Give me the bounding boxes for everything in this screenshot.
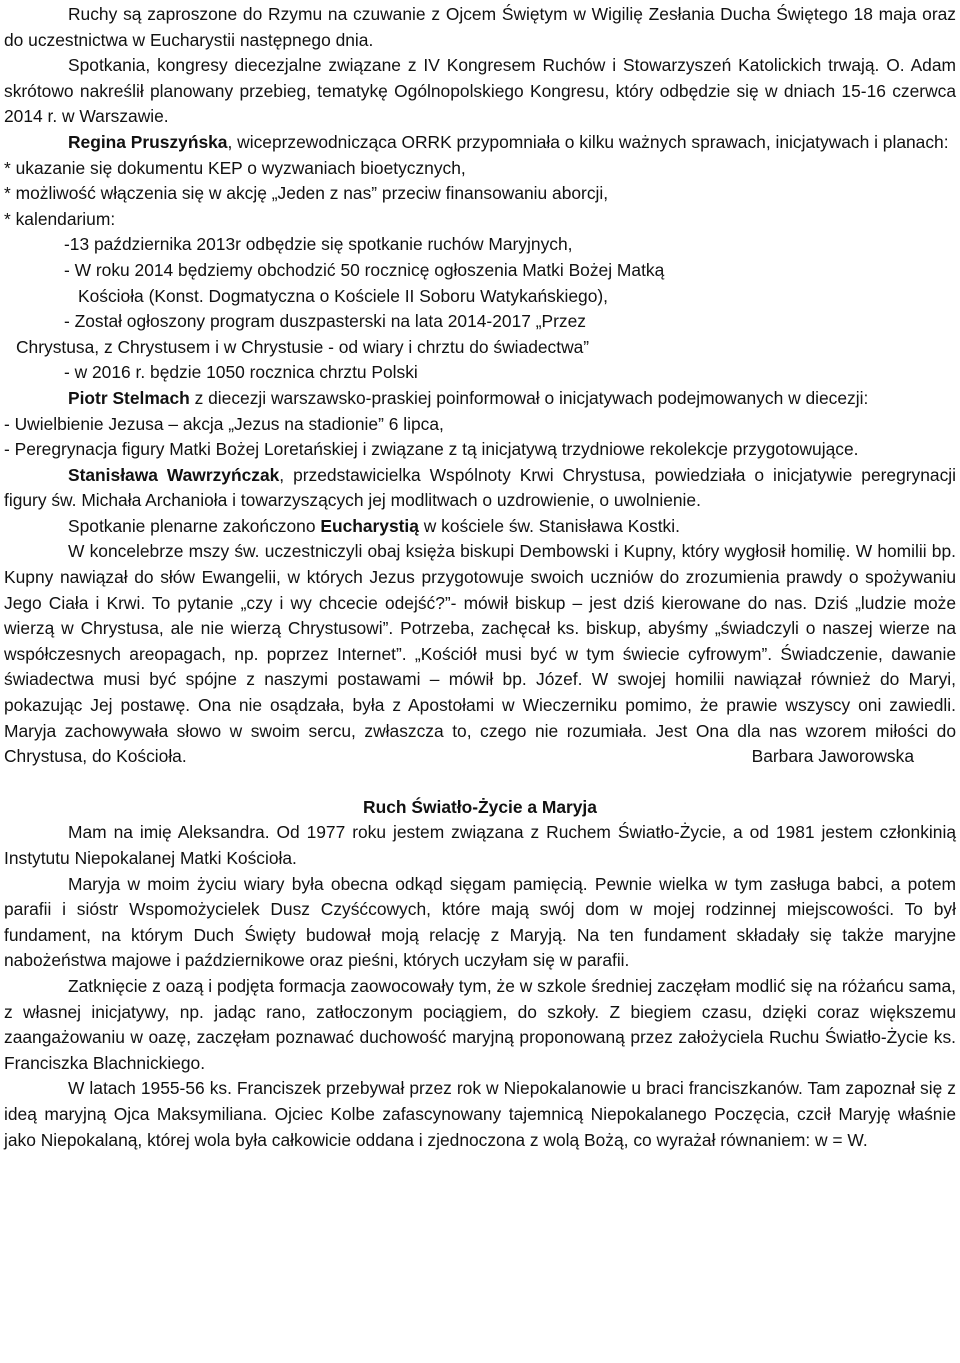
regina-paragraph bbox=[4, 130, 956, 156]
calendar-item-1: -13 października 2013r odbędzie się spotkanie ruchów Maryjnych, bbox=[64, 234, 573, 255]
piotr-paragraph bbox=[4, 386, 956, 412]
calendar-item-3b: Chrystusa, z Chrystusem i w Chrystusie - od wiary i chrztu do świadectwa” bbox=[16, 336, 590, 357]
article-paragraph-4: W latach 1955-56 ks. Franciszek przebywał przez rok w Niepokalanowie u braci franciszkanów. Tam zapoznał się z ideą maryjną Ojca Maksymiliana. Ojciec Kolbe zafascynowany tajemnicą Niepokalanego Poczęcia, czcił Maryję właśnie jako Niepokalaną, której wola była całkowicie oddana i zjednoczona z wolą Bożą, co wyrażał równaniem: w = W. bbox=[4, 1078, 956, 1150]
homily-text: W koncelebrze mszy św. uczestniczyli obaj księża biskupi Dembowski i Kupny, który wygłosił homilię. W homilii bp. Kupny nawiązał do słów Ewangelii, w których Jezus przygotowuje swoich uczniów do zrozumienia prawdy o spożywaniu Jego Ciała i Krwi. To pytanie „czy i wy chcecie odejść?”- mówił biskup – jest dziś kierowane do nas. Dziś „ludzie może wierzą w Chrystusa, ale nie wierzą Chrystusowi”. Potrzeba, zachęcał ks. biskup, abyśmy „świadczyli o naszej wierze na współczesnych areopagach, np. poprzez Internet”. „Kościół musi być w tym świecie cyfrowym”. Świadczenie, dawanie świadectwa musi być spójne z naszymi postawami – mówił bp. Józef. W swojej homilii nawiązał również do Maryi, pokazując Jej postawę. Ona nie osądzała, była z Apostołami w Wieczerniku pomimo, że prawie wszyscy oni zawiedli. Maryja zachowywała słowo w swoim sercu, zwłaszcza to, czego nie rozumiała. Jest Ona dla nas wzorem miłości do Chrystusa, do Kościoła. bbox=[4, 541, 956, 767]
calendar-item-2b: Kościoła (Konst. Dogmatyczna o Kościele II Soboru Watykańskiego), bbox=[78, 285, 609, 306]
intro-paragraph-2: Spotkania, kongresy diecezjalne związane z IV Kongresem Ruchów i Stowarzyszeń Katolickich trwają. O. Adam skrótowo nakreślił planowany przebieg, tematykę Ogólnopolskiego Kongresu, który odbędzie się w dniach 15-16 czerwca 2014 r. w Warszawie. bbox=[4, 55, 956, 127]
piotr-item-2: - Peregrynacja figury Matki Bożej Loretańskiej i związane z tą inicjatywą trzydniowe rekolekcje przygotowujące. bbox=[4, 439, 859, 460]
piotr-item-1: - Uwielbienie Jezusa – akcja „Jezus na stadionie” 6 lipca, bbox=[4, 413, 444, 434]
piotr-name: Piotr Stelmach bbox=[68, 387, 190, 408]
stanislawa-text: , przedstawicielka Wspólnoty Krwi Chrystusa, powiedziała o inicjatywie peregrynacji figury św. Michała Archanioła i towarzyszących jej modlitwach o uzdrowienie, o uwolnienie. bbox=[4, 464, 956, 511]
closing-pre: Spotkanie plenarne zakończono bbox=[68, 515, 321, 536]
closing-post: w kościele św. Stanisława Kostki. bbox=[418, 515, 680, 536]
article-paragraph-1: Mam na imię Aleksandra. Od 1977 roku jestem związana z Ruchem Światło-Życie, a od 1981 jestem członkinią Instytutu Niepokalanej Matki Kościoła. bbox=[4, 822, 956, 868]
calendar-item-2a: - W roku 2014 będziemy obchodzić 50 rocznicę ogłoszenia Matki Bożej Matką bbox=[64, 259, 665, 280]
stanislawa-paragraph bbox=[4, 463, 956, 514]
article-title: Ruch Światło-Życie a Maryja bbox=[363, 796, 597, 817]
piotr-text: z diecezji warszawsko-praskiej poinformował o inicjatywach podejmowanych w diecezji: bbox=[189, 387, 869, 408]
regina-bullet-1: * ukazanie się dokumentu KEP o wyzwaniach bioetycznych, bbox=[4, 157, 466, 178]
regina-text: , wiceprzewodnicząca ORRK przypomniała o kilku ważnych sprawach, inicjatywach i planach: bbox=[227, 131, 949, 152]
stanislawa-name: Stanisława Wawrzyńczak bbox=[68, 464, 280, 485]
article-paragraph-3: Zatknięcie z oazą i podjęta formacja zaowocowały tym, że w szkole średniej zaczęłam modlić się na różańcu sama, z własnej inicjatywy, np. jadąc rano, zatłoczonym pociągiem, do szkoły. Z biegiem czasu, dzięki coraz większemu zaangażowaniu w oazę, zaczęłam poznawać duchowość maryjną proponowaną przez założyciela Ruchu Światło-Życie ks. Franciszka Blachnickiego. bbox=[4, 975, 956, 1073]
closing-bold: Eucharystią bbox=[320, 515, 419, 536]
author-signature: Barbara Jaworowska bbox=[751, 746, 914, 767]
regina-bullet-list bbox=[4, 156, 956, 233]
regina-bullet-3: * kalendarium: bbox=[4, 208, 116, 229]
homily-paragraph bbox=[4, 539, 956, 769]
article-paragraph-2: Maryja w moim życiu wiary była obecna odkąd sięgam pamięcią. Pewnie wielka w tym zasługa babci, a potem parafii i sióstr Wspomożycielek Dusz Czyśćcowych, które mają swój dom w mojej rodzinnej miejscowości. To był fundament, na którym Duch Święty budował moją relację z Maryją. Na ten fundament składały się także maryjne nabożeństwa majowe i październikowe oraz pieśni, których uczyłam się w parafii. bbox=[4, 873, 956, 971]
closing-paragraph bbox=[4, 514, 956, 540]
intro-paragraph-1: Ruchy są zaproszone do Rzymu na czuwanie z Ojcem Świętym w Wigilię Zesłania Ducha Świętego 18 maja oraz do uczestnictwa w Eucharystii następnego dnia. bbox=[4, 4, 956, 50]
calendar-item-3a: - Został ogłoszony program duszpasterski na lata 2014-2017 „Przez bbox=[64, 311, 586, 332]
regina-bullet-2: * możliwość włączenia się w akcję „Jeden z nas” przeciw finansowaniu aborcji, bbox=[4, 183, 609, 204]
regina-name: Regina Pruszyńska bbox=[68, 131, 228, 152]
calendar-item-4: - w 2016 r. będzie 1050 rocznica chrztu Polski bbox=[64, 362, 418, 383]
